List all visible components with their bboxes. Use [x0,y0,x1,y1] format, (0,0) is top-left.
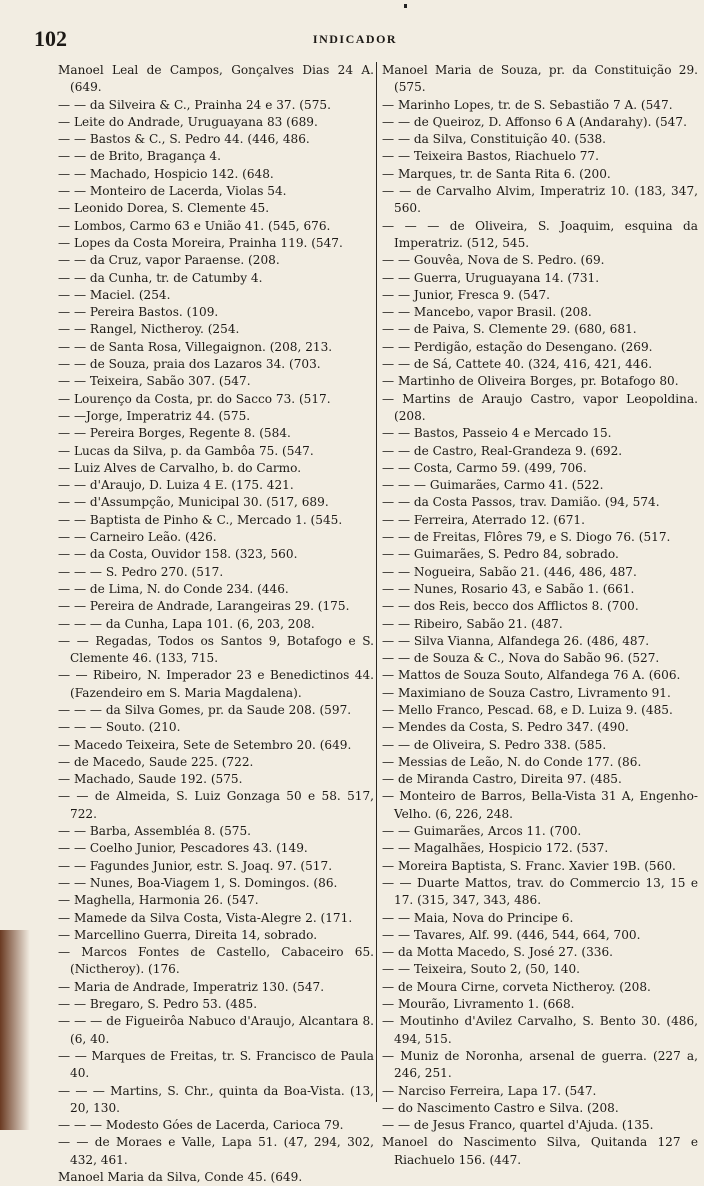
directory-entry: — — Regadas, Todos os Santos 9, Botafogo e S. Clemente 46. (133, 715. [58,633,374,666]
directory-entry: — — de Castro, Real-Grandeza 9. (692. [382,443,623,458]
directory-entry: Manoel do Nascimento Silva, Quitanda 127 e Riachuelo 156. (447. [382,1135,698,1167]
directory-entry: — — de Sá, Cattete 40. (324, 416, 421, 446. [382,357,653,372]
directory-entry: — Mourão, Livramento 1. (668. [382,997,575,1012]
directory-entry: — — Teixeira Bastos, Riachuelo 77. [382,149,599,164]
directory-entry: — Luiz Alves de Carvalho, b. do Carmo. [58,460,302,475]
directory-entry: — — Perdigão, estação do Desengano. (269. [382,339,653,354]
directory-entry: — — Baptista de Pinho & C., Mercado 1. (545. [58,512,343,527]
left-column [58,62,374,1184]
directory-entry: — — Machado, Hospicio 142. (648. [58,166,274,181]
directory-entry: — — Ferreira, Aterrado 12. (671. [382,512,585,527]
directory-entry: — — Nogueira, Sabão 21. (446, 486, 487. [382,564,637,579]
directory-entry: — Mendes da Costa, S. Pedro 347. (490. [382,720,629,735]
directory-entry: — Marcellino Guerra, Direita 14, sobrado. [58,927,318,942]
directory-entry: — Marinho Lopes, tr. de S. Sebastião 7 A. (547. [382,97,673,112]
directory-entry: — — dos Reis, becco dos Afflictos 8. (700. [382,599,639,614]
directory-entry: — — da Costa, Ouvidor 158. (323, 560. [58,547,298,562]
directory-entry: — — Mancebo, vapor Brasil. (208. [382,305,592,320]
directory-entry: — de Moura Cirne, corveta Nictheroy. (208. [382,979,651,994]
directory-entry: — — de Queiroz, D. Affonso 6 A (Andarahy). (547. [382,114,687,129]
directory-entry: — de Miranda Castro, Direita 97. (485. [382,772,622,787]
directory-entry: — — Junior, Fresca 9. (547. [382,287,550,302]
directory-entry: — Machado, Saude 192. (575. [58,772,243,787]
directory-entry: — — de Paiva, S. Clemente 29. (680, 681. [382,322,637,337]
directory-entry: — —Jorge, Imperatriz 44. (575. [58,408,251,423]
directory-entry: — — de Almeida, S. Luiz Gonzaga 50 e 58. 517, 722. [58,789,374,821]
right-column [382,62,698,1167]
directory-entry: — Macedo Teixeira, Sete de Setembro 20. (649. [58,737,352,752]
directory-entry: — — Maia, Nova do Principe 6. [382,910,574,925]
directory-entry: — — — de Oliveira, S. Joaquim, esquina da Imperatriz. (512, 545. [382,218,698,250]
directory-entry: — — — S. Pedro 270. (517. [58,564,224,579]
directory-entry: — — Fagundes Junior, estr. S. Joaq. 97. (517. [58,858,333,873]
directory-entry: — — Silva Vianna, Alfandega 26. (486, 487. [382,633,650,648]
directory-entry: — — Teixeira, Sabão 307. (547. [58,374,251,389]
directory-entry: — — Pereira de Andrade, Larangeiras 29. (175. [58,599,350,614]
directory-entry: — — Maciel. (254. [58,287,171,302]
directory-entry: — — da Costa Passos, trav. Damião. (94, 574. [382,495,660,510]
directory-entry: — — — Souto. (210. [58,720,181,735]
directory-entry: — Moreira Baptista, S. Franc. Xavier 19B. (560. [382,858,676,873]
directory-entry: Manoel Leal de Campos, Gonçalves Dias 24 A. (649. [58,63,374,95]
directory-entry: — Maximiano de Souza Castro, Livramento 91. [382,685,671,700]
directory-entry: — Marques, tr. de Santa Rita 6. (200. [382,166,611,181]
directory-entry: — — — Martins, S. Chr., quinta da Boa-Vista. (13, 20, 130. [58,1083,374,1115]
directory-entry: — — Bastos & C., S. Pedro 44. (446, 486. [58,132,310,147]
directory-entry: — — Pereira Borges, Regente 8. (584. [58,426,291,441]
directory-entry: — — — Guimarães, Carmo 41. (522. [382,478,604,493]
directory-entry: — — Nunes, Boa-Viagem 1, S. Domingos. (86. [58,875,338,890]
directory-entry: — — — da Cunha, Lapa 101. (6, 203, 208. [58,616,315,631]
directory-entry: — Maria de Andrade, Imperatriz 130. (547. [58,979,325,994]
directory-entry: — — d'Assumpção, Municipal 30. (517, 689. [58,495,329,510]
directory-entry: — — Tavares, Alf. 99. (446, 544, 664, 700. [382,927,641,942]
directory-entry: — Muniz de Noronha, arsenal de guerra. (227 a, 246, 251. [382,1048,698,1081]
directory-entry: — — de Carvalho Alvim, Imperatriz 10. (183, 347, 560. [382,184,698,216]
directory-entry: — Marcos Fontes de Castello, Cabaceiro 65. (Nictheroy). (176. [58,945,374,977]
directory-entry: — — da Cruz, vapor Paraense. (208. [58,253,280,268]
directory-entry: — — de Moraes e Valle, Lapa 51. (47, 294, 302, 432, 461. [58,1135,374,1167]
directory-entry: — — — de Figueirôa Nabuco d'Araujo, Alcantara 8. (6, 40. [58,1014,374,1046]
directory-entry: — — Monteiro de Lacerda, Violas 54. [58,184,287,199]
directory-entry: — — de Oliveira, S. Pedro 338. (585. [382,737,607,752]
page-number: 102 [34,26,67,51]
directory-entry: — — Guerra, Uruguayana 14. (731. [382,270,600,285]
directory-entry: — — de Santa Rosa, Villegaignon. (208, 213. [58,339,333,354]
page-header [34,26,676,52]
directory-entry: — Messias de Leão, N. do Conde 177. (86. [382,754,642,769]
directory-entry: — — de Lima, N. do Conde 234. (446. [58,581,289,596]
directory-entry: Manoel Maria da Silva, Conde 45. (649. [58,1170,303,1184]
directory-entry: — da Motta Macedo, S. José 27. (336. [382,945,614,960]
directory-entry: — Leite do Andrade, Uruguayana 83 (689. [58,114,318,129]
directory-entry: — Mamede da Silva Costa, Vista-Alegre 2. (171. [58,910,353,925]
directory-entry: — — de Brito, Bragança 4. [58,149,221,164]
directory-entry: — Moutinho d'Avilez Carvalho, S. Bento 30. (486, 494, 515. [382,1014,698,1046]
directory-entry: — — de Jesus Franco, quartel d'Ajuda. (135. [382,1118,654,1133]
directory-entry: — Martins de Araujo Castro, vapor Leopoldina. (208. [382,391,698,423]
directory-entry: — — Gouvêa, Nova de S. Pedro. (69. [382,253,605,268]
directory-entry: — — Ribeiro, Sabão 21. (487. [382,616,563,631]
directory-entry: — Lourenço da Costa, pr. do Sacco 73. (517. [58,391,331,406]
directory-entry: — Mattos de Souza Souto, Alfandega 76 A. (606. [382,668,681,683]
directory-entry: — — da Cunha, tr. de Catumby 4. [58,270,263,285]
directory-entry: — — Guimarães, S. Pedro 84, sobrado. [382,547,619,562]
directory-entry: — — de Freitas, Flôres 79, e S. Diogo 76. (517. [382,530,671,545]
directory-entry: — — de Souza, praia dos Lazaros 34. (703. [58,357,321,372]
directory-entry: — — Rangel, Nictheroy. (254. [58,322,240,337]
directory-entry: — Lucas da Silva, p. da Gambôa 75. (547. [58,443,314,458]
directory-entry: — — Coelho Junior, Pescadores 43. (149. [58,841,308,856]
directory-entry: — — Teixeira, Souto 2, (50, 140. [382,962,580,977]
directory-entry: — de Macedo, Saude 225. (722. [58,754,254,769]
directory-entry: — — de Souza & C., Nova do Sabão 96. (527. [382,651,660,666]
directory-entry: — — Guimarães, Arcos 11. (700. [382,824,582,839]
column-divider [376,62,377,1102]
directory-entry: — — Bregaro, S. Pedro 53. (485. [58,997,258,1012]
binding-edge [0,930,30,1130]
directory-entry: — Lombos, Carmo 63 e União 41. (545, 676. [58,218,331,233]
directory-entry: — — da Silva, Constituição 40. (538. [382,132,607,147]
directory-entry: — — Marques de Freitas, tr. S. Francisco de Paula 40. [58,1048,374,1081]
directory-entry: — Narciso Ferreira, Lapa 17. (547. [382,1083,597,1098]
directory-entry: — Lopes da Costa Moreira, Prainha 119. (547. [58,235,343,250]
ink-speck [404,4,407,8]
directory-entry: Manoel Maria de Souza, pr. da Constituição 29. (575. [382,63,698,95]
directory-entry: — — Nunes, Rosario 43, e Sabão 1. (661. [382,581,635,596]
directory-entry: — do Nascimento Castro e Silva. (208. [382,1100,619,1115]
directory-entry: — Maghella, Harmonia 26. (547. [58,893,259,908]
directory-entry: — — Carneiro Leão. (426. [58,530,217,545]
directory-entry: — — Barba, Assembléa 8. (575. [58,824,252,839]
directory-entry: — — — Modesto Góes de Lacerda, Carioca 79. [58,1118,344,1133]
directory-entry: — — d'Araujo, D. Luiza 4 E. (175. 421. [58,478,294,493]
directory-entry: — — Pereira Bastos. (109. [58,305,219,320]
directory-entry: — Leonido Dorea, S. Clemente 45. [58,201,270,216]
directory-entry: — — da Silveira & C., Prainha 24 e 37. (575. [58,97,331,112]
directory-entry: — — — da Silva Gomes, pr. da Saude 208. (597. [58,702,352,717]
directory-entry: — — Costa, Carmo 59. (499, 706. [382,460,587,475]
directory-entry: — Mello Franco, Pescad. 68, e D. Luiza 9. (485. [382,702,673,717]
running-title: INDICADOR [312,32,398,46]
directory-entry: — — Bastos, Passeio 4 e Mercado 15. [382,426,612,441]
directory-entry: — Martinho de Oliveira Borges, pr. Botafogo 80. [382,374,679,389]
directory-entry: — — Duarte Mattos, trav. do Commercio 13, 15 e 17. (315, 347, 343, 486. [382,875,698,908]
directory-entry: — — Magalhães, Hospicio 172. (537. [382,841,609,856]
directory-entry: — Monteiro de Barros, Bella-Vista 31 A, Engenho-Velho. (6, 226, 248. [382,789,698,821]
directory-entry: — — Ribeiro, N. Imperador 23 e Benedictinos 44. (Fazendeiro em S. Maria Magdalena). [58,668,374,700]
